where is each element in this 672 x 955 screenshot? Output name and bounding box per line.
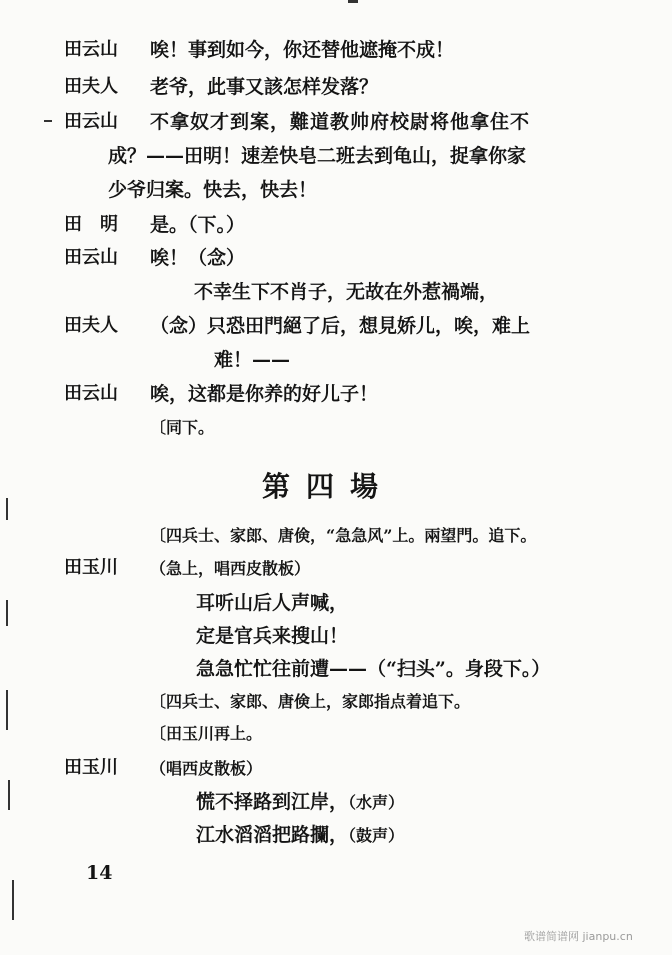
scan-mark xyxy=(6,498,8,520)
sound-cue: （水声） xyxy=(348,793,405,812)
speaker-name: 田玉川 xyxy=(64,757,118,778)
stage-direction: 〔田玉川再上。 xyxy=(150,724,263,743)
verse-text: 江水滔滔把路攔， xyxy=(196,824,349,846)
watermark: 歌谱简谱网 jianpu.cn xyxy=(524,930,633,943)
scan-mark xyxy=(8,780,10,810)
scan-mark xyxy=(6,600,8,626)
sound-cue: （鼓声） xyxy=(348,826,405,845)
stage-direction: 〔四兵士、家郎、唐倹，“急急风”上。兩望門。追下。 xyxy=(150,526,537,545)
dialogue-line: 唉！事到如今，你还替他遮掩不成！ xyxy=(150,39,455,61)
stage-direction: 〔四兵士、家郎、唐倹上，家郎指点着追下。 xyxy=(150,692,471,711)
dialogue-line: （念）只恐田門絕了后，想見娇儿，唉，难上 xyxy=(150,315,531,337)
scan-mark xyxy=(348,0,358,3)
stage-direction: 〔同下。 xyxy=(150,418,215,437)
scan-mark xyxy=(44,120,52,122)
dialogue-continuation: 少爷归案。快去，快去！ xyxy=(108,179,318,201)
verse-line xyxy=(196,790,404,815)
scene-title: 第四場 xyxy=(262,470,395,503)
page-number: 14 xyxy=(86,862,113,884)
dialogue-continuation: 成？——田明！速差快皂二班去到龟山，捉拿你家 xyxy=(108,145,527,167)
singing-cue: （急上，唱西皮散板） xyxy=(150,559,311,578)
speaker-name: 田 明 xyxy=(64,214,118,235)
verse-line: 定是官兵来搜山！ xyxy=(196,625,349,647)
verse-line xyxy=(196,823,404,848)
verse-line: 不幸生下不肖子，无故在外惹禍端， xyxy=(194,281,499,303)
speaker-name: 田云山 xyxy=(64,383,118,404)
speaker-name: 田云山 xyxy=(64,247,118,268)
scan-mark xyxy=(12,880,14,920)
dialogue-line: 是。（下。） xyxy=(150,214,246,236)
verse-text: 慌不择路到江岸， xyxy=(196,791,349,813)
speaker-name: 田夫人 xyxy=(64,315,118,336)
dialogue-line: 不拿奴才到案，難道教帅府校尉将他拿住不 xyxy=(150,111,531,133)
speaker-name: 田玉川 xyxy=(64,557,118,578)
speaker-name: 田云山 xyxy=(64,39,118,60)
speaker-name: 田云山 xyxy=(64,111,118,132)
speaker-name: 田夫人 xyxy=(64,76,118,97)
dialogue-line: 唉！（念） xyxy=(150,247,246,269)
scan-mark xyxy=(6,690,8,730)
dialogue-line: 老爷，此事又該怎样发落？ xyxy=(150,76,379,98)
verse-continuation: 难！—— xyxy=(214,349,291,371)
verse-line: 急急忙忙往前遭——（“扫头”。身段下。） xyxy=(196,658,551,680)
singing-cue: （唱西皮散板） xyxy=(150,759,263,778)
dialogue-line: 唉，这都是你养的好儿子！ xyxy=(150,383,379,405)
verse-line: 耳听山后人声喊， xyxy=(196,592,349,614)
